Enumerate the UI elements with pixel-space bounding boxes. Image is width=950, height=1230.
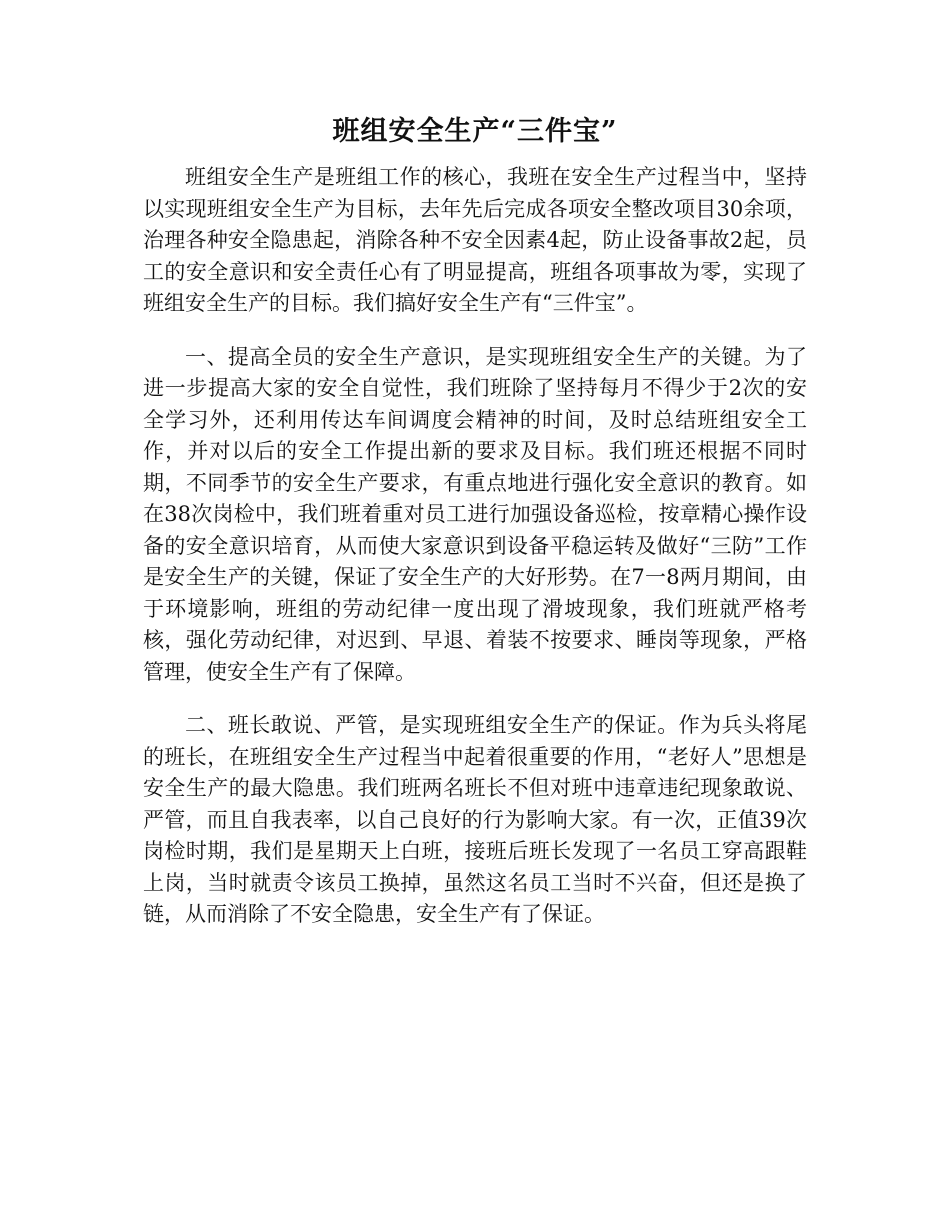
paragraph-section-two: 二、班长敢说、严管，是实现班组安全生产的保证。作为兵头将尾的班长，在班组安全生产过程当中起着很重要的作用，“老好人”思想是安全生产的最大隐患。我们班两名班长不但对班中违章违纪现象敢说、严管，而且自我表率，以自己良好的行为影响大家。有一次，正值39次岗检时期，我们是星期天上白班，接班后班长发现了一名员工穿高跟鞋上岗，当时就责令该员工换掉，虽然这名员工当时不兴奋，但还是换了链，从而消除了不安全隐患，安全生产有了保证。 (143, 713, 807, 926)
document-page (143, 112, 807, 931)
paragraph-intro: 班组安全生产是班组工作的核心，我班在安全生产过程当中，坚持以实现班组安全生产为目标，去年先后完成各项安全整改项目30余项，治理各种安全隐患起，消除各种不安全因素4起，防止设备事故2起，员工的安全意识和安全责任心有了明显提高，班组各项事故为零，实现了班组安全生产的目标。我们搞好安全生产有“三件宝”。 (143, 165, 807, 315)
document-title: 班组安全生产“三件宝” (332, 116, 618, 147)
paragraph-section-one: 一、提高全员的安全生产意识，是实现班组安全生产的关键。为了进一步提高大家的安全自觉性，我们班除了坚持每月不得少于2次的安全学习外，还利用传达车间调度会精神的时间，及时总结班组安全工作，并对以后的安全工作提出新的要求及目标。我们班还根据不同时期，不同季节的安全生产要求，有重点地进行强化安全意识的教育。如在38次岗检中，我们班着重对员工进行加强设备巡检，按章精心操作设备的安全意识培育，从而使大家意识到设备平稳运转及做好“三防”工作是安全生产的关键，保证了安全生产的大好形势。在7一8两月期间，由于环境影响，班组的劳动纪律一度出现了滑坡现象，我们班就严格考核，强化劳动纪律，对迟到、早退、着装不按要求、睡岗等现象，严格管理，使安全生产有了保障。 (143, 344, 807, 684)
